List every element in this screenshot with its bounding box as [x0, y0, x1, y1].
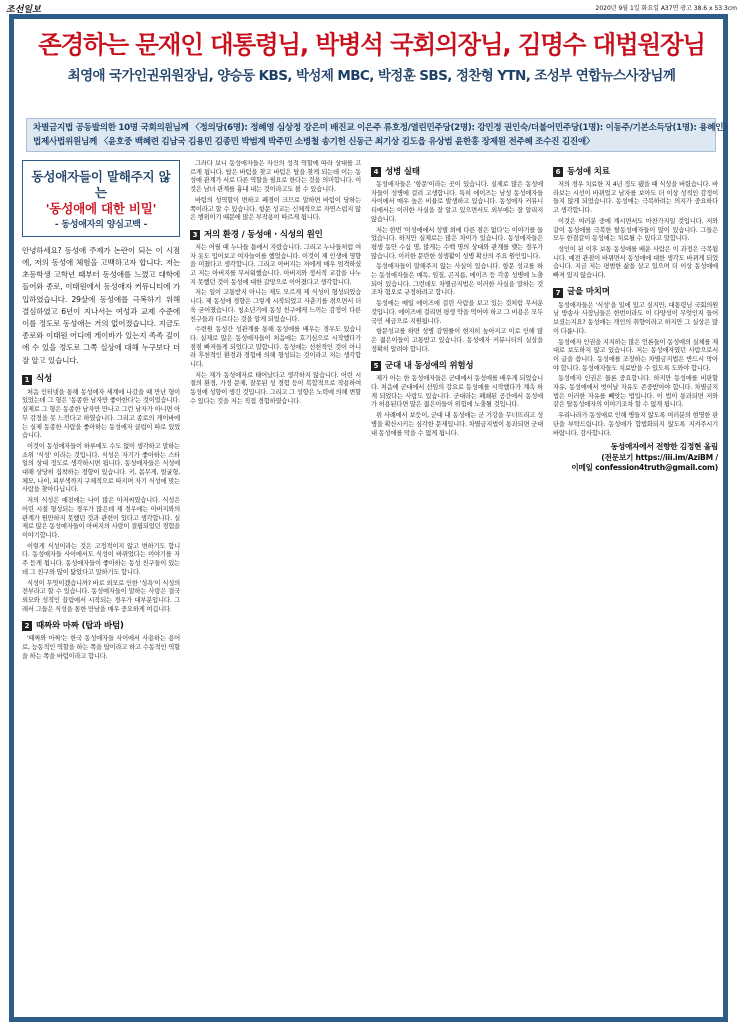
section-number: 6 — [553, 167, 563, 177]
paragraph: 성인이 된 이후 보통 동성애를 배운 사람은 이 과정은 극복됩니다. 예전 관점이 바뀌면서 동성애에 대한 생각도 바뀌게 되었습니다. 지금 저는 평범한 삶을 살고 있으며 더 이상 동성애에 빠져 있지 않습니다. — [553, 245, 718, 280]
section-title: 동성애 치료 — [567, 166, 610, 177]
section-heading — [371, 361, 543, 371]
paragraph: 동성애자 인권은 물론 중요합니다. 하지만 동성애를 비판할 자유, 동성애에서 벗어날 자유도 존중받아야 합니다. 차별금지법은 이러한 자유를 빼앗는 법입니다. 이 법이 통과되면 저와 같은 탈동성애자의 이야기조차 할 수 없게 됩니다. — [553, 375, 718, 409]
section-title: 군대 내 동성애의 위험성 — [385, 361, 474, 371]
paragraph: 제가 아는 한 동성애자들은 군대에서 동성애를 배우게 되었습니다. 처음에 군대에서 선임의 강요로 동성애를 시작했다가 계속 하게 되었다는 사람도 있습니다. 군대라는 폐쇄된 공간에서 동성애가 허용된다면 많은 젊은이들이 위험에 노출될 것입니다. — [371, 375, 543, 409]
recipients-line-1: 차별금지법 공동발의한 10명 국회의원님께 〈정의당(6명): 정혜영 심상정 강은미 배진교 이은주 류호정/열린민주당(2명): 강민정 권인숙/더불어민주당(1명): 이동주/기본소득당(1명): 용혜인〉 — [33, 123, 732, 133]
section-number: 3 — [190, 230, 200, 240]
intro-paragraph: 안녕하세요? 동성애 주제가 논란이 되는 이 시점에, 저의 동성애 체험을 고백하고자 합니다. 저는 초등학생 고학년 때부터 동성애를 느꼈고 대학에 들어와 종로, 이태원에서 동성애자 커뮤니티에 가입하였습니다. 29살에 동성애를 극복하기 위해 결심하였고 6년이 지나서는 여성과 교제 수준에 이를 정도로 동성애는 거의 없어졌습니다. 지금도 종로와 이태원 어디에 게이바가 있는지 족족 깊이에 수 있을 정도로 그쪽 실상에 대해 누구보다 더 잘 알고 있습니다. — [22, 245, 180, 365]
section-heading — [190, 230, 361, 240]
paragraph: 항문성교를 하면 성병 감염률이 현저히 높아지고 이로 인해 많은 젊은이들이 고통받고 있습니다. 동성애자 커뮤니티의 실상을 정확히 알려야 합니다. — [371, 328, 543, 353]
paragraph: 우리나라가 동성애로 인해 병들지 않도록 여러분의 현명한 판단을 부탁드립니다. 동성애가 합법화되지 않도록 지켜주시기 바랍니다. 감사합니다. — [553, 412, 718, 437]
paragraph: 동성애는 매일 에이즈에 걸린 사람을 보고 있는 것처럼 무서운 것입니다. 에이즈에 걸리면 평생 약을 먹어야 하고 그 비용은 모두 국민 세금으로 지원됩니다. — [371, 300, 543, 325]
section-number: 7 — [553, 288, 563, 298]
paragraph: 수련원 동성간 성관계를 통해 동성애를 배우는 경우도 있습니다. 실제로 많은 동성애자들이 처음에는 호기심으로 시작했다가 점점 빠져들게 되었다고 말합니다. 동성애는 선천적인 것이 아니라 후천적인 환경과 경험에 의해 형성되는 것이라고 저는 생각합니다. — [190, 326, 361, 369]
paragraph: 그러다 보니 동성애자들은 자신의 성적 역할에 따라 상대를 고르게 됩니다. 탑은 바텀을 찾고 바텀은 탑을 찾게 되는데 이는 동성애 관계가 서로 다른 역할을 필요로 한다는 것을 의미합니다. 이것은 남녀 관계를 흉내 내는 것이라고도 볼 수 있습니다. — [190, 160, 361, 194]
recipients-line-2: 법제사법위원님께 〈윤호중 백혜련 김남국 김용민 김종민 박범계 박주민 소병철 송기헌 신동근 최기상 김도읍 유상범 윤한홍 장제원 전주혜 조수진 김진애〉 — [33, 137, 595, 147]
paragraph: 저는 일이 고통받지 아니는 제도 모르게 제 식성이 형성되었습니다. 제 동성애 경향은 그렇게 시작되었고 사춘기를 겪으면서 더욱 굳어졌습니다. 청소년기에 동성 친구에게 느끼는 감정이 다른 친구들과 다르다는 것을 알게 되었습니다. — [190, 289, 361, 323]
paragraph: 동성애자 인권을 지지하는 많은 언론들이 동성애의 실체를 제대로 보도하지 않고 있습니다. 저는 동성애자였던 사람으로서 이 글을 씁니다. 동성애를 조장하는 차별금지법은 반드시 막아야 합니다. 동성애자들도 치료받을 수 있도록 도와야 합니다. — [553, 338, 718, 372]
signature-block — [553, 442, 718, 474]
section-title: 글을 마치며 — [567, 287, 610, 298]
paragraph: 동성애자들은 '식성'을 일에 있고 싶지만, 대통령님 국회의원님 방송사 사장님들은 한번이라도 이 다양성이 무엇인지 들어보셨는지요? 동성애는 개인의 취향이라고 하지만 그 실상은 많이 다릅니다. — [553, 301, 718, 335]
section-number: 5 — [371, 361, 381, 371]
paragraph: 동성애자들이 말해주지 않는 사실이 있습니다. 항문 성교를 하는 동성애자들은 매독, 임질, 곤지름, 에이즈 등 각종 성병에 노출되어 있습니다. 그런데도 차별금지법은 이러한 사실을 말하는 것조차 혐오로 규정하려고 합니다. — [371, 263, 543, 297]
paragraph: 식성이 무엇이겠습니까? 바로 외모로 인한 '성욕'이 식성의 전부라고 할 수 있습니다. 동성애자들이 말하는 사랑은 결국 외모와 성적인 끌림에서 시작되는 경우가 대부분입니다. 그래서 그들은 식성을 통한 만남을 매우 중요하게 여깁니다. — [22, 579, 180, 613]
section-title: 저의 환경 / 동성애 · 식성의 원인 — [204, 229, 323, 240]
paragraph: 저는 어릴 때 누나들 틈에서 자랐습니다. 그리고 누나들처럼 여자 옷도 입어보고 여자놀이를 했었습니다. 이것이 제 인생에 영향을 미쳤다고 생각합니다. 그리고 아버지는 저에게 매우 엄격하셨고 저는 아버지를 무서워했습니다. 아버지와 정서적 교감을 나누지 못했던 것이 동성에 대한 갈망으로 이어졌다고 생각합니다. — [190, 243, 361, 286]
dateline: 2020년 9월 1일 화요일 A37면 광고 38.6 x 53.3cm — [595, 5, 737, 12]
signature-email[interactable]: 이메일 confession4truth@gmail.com) — [571, 463, 718, 473]
column-2 — [190, 160, 361, 1012]
paragraph: 저의 경우 치료한 지 4년 정도 됐을 때 식성을 버렸습니다. 바라보는 시선이 바뀌었고 남자를 보아도 더 이상 성적인 감정이 들지 않게 되었습니다. 동성애는 극복하려는 의지가 중요하다고 생각합니다. — [553, 181, 718, 215]
newspaper-top-bar — [0, 0, 743, 14]
section-title: 때짜와 마짜 (탑과 바텀) — [36, 620, 124, 631]
paragraph: '때짜와 마짜'는 한국 동성애자들 사이에서 사용하는 용어로, 능동적인 역할을 하는 쪽을 탑이라고 하고 수동적인 역할을 하는 쪽을 바텀이라고 합니다. — [22, 635, 180, 660]
section-heading — [553, 288, 718, 298]
paragraph: 저의 식성은 예전에는 나이 많은 아저씨였습니다. 식성은 어린 시절 형성되는 경우가 많은데 제 경우에는 아버지와의 관계가 원만하지 못했던 것과 관련이 있다고 생각합니다. 실제로 많은 동성애자들이 아버지의 사랑이 결핍되었던 경험을 이야기합니다. — [22, 497, 180, 539]
paragraph: 처음 인터넷을 통해 동성애자 세계에 나갔을 때 만난 형이 있었는데 그 형은 '동종한 남자만 좋아한다'는 것이었습니다. 실제로 그 형은 동종한 남자만 만나고 그런 남자가 아니면 아무 감정을 못 느낀다고 하였습니다. 그리고 종로의 게이바에는 실제 동종한 사람을 좋아하는 동성애자 클럽이 따로 있었습니다. — [22, 388, 180, 440]
recipients-box — [26, 118, 732, 152]
column-3 — [371, 160, 543, 1012]
article-title-box — [22, 160, 180, 237]
article-title-line-2: '동성애에 대한 비밀' — [45, 201, 157, 216]
column-1 — [22, 160, 180, 1012]
section-heading — [553, 167, 718, 177]
paragraph: 이렇게 식성이라는 것은 고정적이지 않고 변하기도 합니다. 동성애자들 사이에서도 식성이 바뀌었다는 이야기를 자주 듣게 됩니다. 동성애자들이 좋아하는 동성 친구들이 있는데 그 친구와 많이 닮았다고 말하기도 합니다. — [22, 542, 180, 576]
paragraph: 이것이 동성애자들이 하루에도 수도 없이 생각하고 말하는 소위 '식성' 이라는 것입니다. 식성은 자기가 좋아하는 스타일의 상대 정도로 생각하시면 됩니다. 동성애자들은 식성에 대해 상당히 집착하는 경향이 있습니다. 키, 몸무게, 얼굴형, 체모, 나이, 피부색까지 구체적으로 따지며 자기 식성에 맞는 사람을 찾아다닙니다. — [22, 442, 180, 494]
section-number: 4 — [371, 167, 381, 177]
masthead: 조선일보 — [6, 5, 41, 15]
section-heading — [22, 375, 180, 385]
headline: 존경하는 문재인 대통령님, 박병석 국회의장님, 김명수 대법원장님 — [38, 30, 705, 59]
article-title-line-1: 동성애자들이 말해주지 않는 — [31, 169, 171, 200]
section-number: 2 — [22, 621, 32, 631]
section-title: 식성 — [36, 374, 53, 385]
paragraph: 위 사례에서 보듯이, 군대 내 동성애는 군 기강을 무너뜨리고 성병을 확산시키는 심각한 문제입니다. 차별금지법이 통과되면 군대 내 동성애를 막을 수 없게 됩니다. — [371, 412, 543, 437]
paragraph: 이것은 여러분 중에 계시면서도 마찬가지일 것입니다. 저와 같이 동성애를 극복한 탈동성애자들이 많이 있습니다. 그들은 모두 한결같이 동성애는 치료될 수 있다고 말합니다. — [553, 217, 718, 243]
paragraph: 저는 한번 '이성애에서 성별 외에 다른 점은 없다'는 이야기를 들었습니다. 하지만 실제로는 많은 차이가 있습니다. 동성애자들은 평생 동안 수십 명, 많게는 수백 명의 상대와 관계를 맺는 경우가 많습니다. 이러한 문란한 성생활이 성병 확산의 주요 원인입니다. — [371, 226, 543, 260]
section-heading — [371, 167, 543, 177]
paragraph: 저는 제가 동성애자로 태어났다고 생각하지 않습니다. 어린 시절의 환경, 가정 문제, 잘못된 성 경험 등이 복합적으로 작용하여 동성애 성향이 생긴 것입니다. 그리고 그 성향은 노력에 의해 변할 수 있다는 것을 저는 직접 경험하였습니다. — [190, 371, 361, 405]
paragraph: 바텀의 성역할이 변하고 폐경이 크므로 말하면 바텀이 당하는 쪽이라고 할 수 있습니다. 항문 성교는 신체적으로 자연스럽지 않은 행위이기 때문에 많은 부작용이 따르게 됩니다. — [190, 196, 361, 222]
paragraph: 동성애자들은 '항문'이라는 곳이 있습니다. 실제로 많은 동성애자들이 성병에 걸려 고생합니다. 특히 에이즈는 남성 동성애자들 사이에서 매우 높은 비율로 발생하고 있습니다. 동성애자 커뮤니티에서는 이러한 사실을 잘 알고 있으면서도 외부에는 잘 알리지 않습니다. — [371, 181, 543, 223]
section-title: 성병 실태 — [385, 166, 420, 177]
article-subtitle: - 동성애자의 양심고백 - — [54, 220, 148, 230]
signature-name: 동성애자에서 전향한 김정현 올림 — [610, 442, 718, 452]
section-number: 1 — [22, 375, 32, 385]
signature-link[interactable]: (전문보기 https://iii.im/AziBM / — [601, 452, 718, 462]
subheadline: 최영애 국가인권위원장님, 양승동 KBS, 박성제 MBC, 박정훈 SBS, 정찬형 YTN, 조성부 연합뉴스사장님께 — [67, 68, 676, 84]
column-4 — [553, 160, 718, 1012]
section-heading — [22, 621, 180, 631]
